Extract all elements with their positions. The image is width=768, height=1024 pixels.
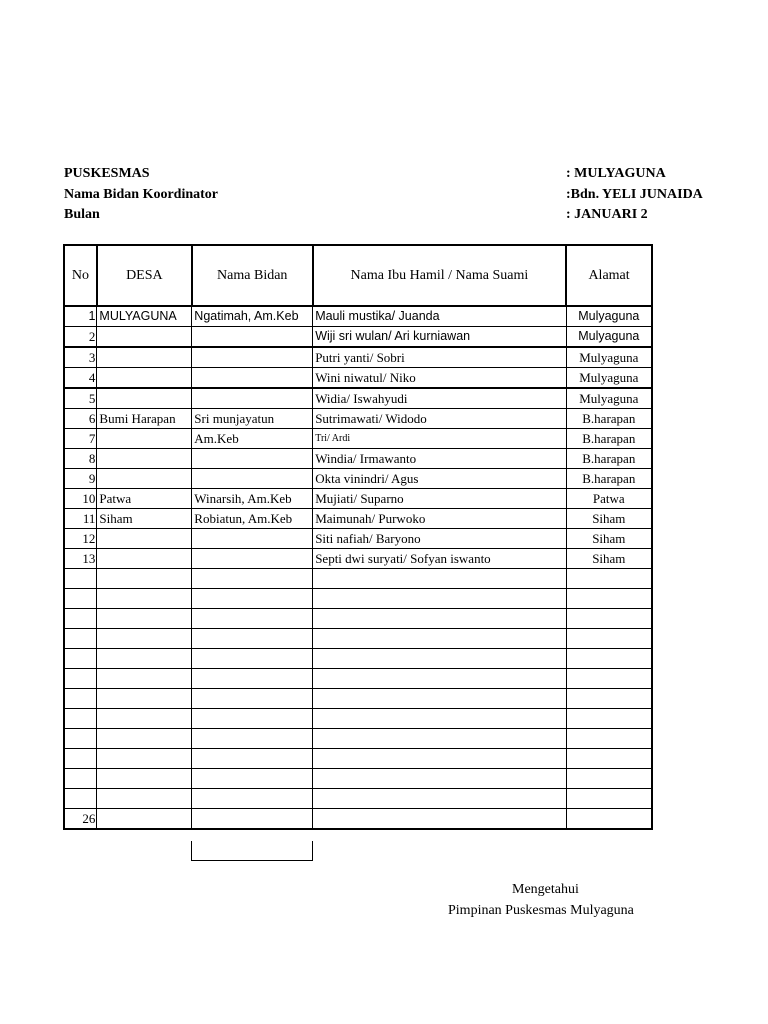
cell-no — [64, 649, 97, 669]
table-row — [64, 409, 652, 429]
cell-no: 13 — [64, 549, 97, 569]
table-row — [64, 347, 652, 368]
pimpinan-label: Pimpinan Puskesmas Mulyaguna — [448, 903, 634, 918]
cell-alamat: Patwa — [566, 489, 652, 509]
cell-alamat — [566, 709, 652, 729]
cell-nama-ibu-suami — [313, 649, 566, 669]
cell-desa — [97, 749, 192, 769]
bulan-value: : JANUARI 2 — [566, 207, 648, 222]
cell-nama-bidan: Ngatimah, Am.Keb — [192, 306, 313, 327]
puskesmas-label: PUSKESMAS — [64, 166, 150, 181]
table-row — [64, 388, 652, 409]
table-row — [64, 449, 652, 469]
cell-nama-bidan — [192, 549, 313, 569]
cell-nama-bidan — [192, 689, 313, 709]
col-header-no: No — [64, 245, 97, 306]
cell-alamat: Mulyaguna — [566, 368, 652, 389]
table-row — [64, 589, 652, 609]
cell-no — [64, 769, 97, 789]
cell-no: 7 — [64, 429, 97, 449]
puskesmas-value: : MULYAGUNA — [566, 166, 666, 181]
cell-alamat — [566, 629, 652, 649]
cell-no: 12 — [64, 529, 97, 549]
cell-nama-bidan: Sri munjayatun — [192, 409, 313, 429]
cell-desa — [97, 469, 192, 489]
cell-nama-bidan — [192, 469, 313, 489]
cell-desa — [97, 629, 192, 649]
cell-no: 5 — [64, 388, 97, 409]
cell-nama-bidan — [192, 368, 313, 389]
table-row — [64, 529, 652, 549]
cell-nama-ibu-suami: Tri/ Ardi — [313, 429, 566, 449]
cell-nama-bidan: Robiatun, Am.Keb — [192, 509, 313, 529]
cell-no: 4 — [64, 368, 97, 389]
cell-nama-bidan — [192, 569, 313, 589]
table-row — [64, 509, 652, 529]
cell-alamat: B.harapan — [566, 429, 652, 449]
cell-nama-ibu-suami: Septi dwi suryati/ Sofyan iswanto — [313, 549, 566, 569]
cell-nama-bidan — [192, 669, 313, 689]
cell-nama-ibu-suami — [313, 609, 566, 629]
cell-no: 9 — [64, 469, 97, 489]
cell-nama-bidan: Am.Keb — [192, 429, 313, 449]
register-table — [63, 244, 653, 830]
table-row — [64, 569, 652, 589]
cell-nama-bidan — [192, 529, 313, 549]
cell-nama-ibu-suami — [313, 689, 566, 709]
table-row — [64, 489, 652, 509]
cell-alamat — [566, 569, 652, 589]
cell-nama-ibu-suami: Putri yanti/ Sobri — [313, 347, 566, 368]
cell-nama-bidan — [192, 629, 313, 649]
cell-no — [64, 729, 97, 749]
cell-desa: Siham — [97, 509, 192, 529]
cell-no — [64, 789, 97, 809]
cell-nama-ibu-suami — [313, 589, 566, 609]
cell-alamat — [566, 769, 652, 789]
cell-nama-ibu-suami: Okta vinindri/ Agus — [313, 469, 566, 489]
cell-nama-ibu-suami: Mauli mustika/ Juanda — [313, 306, 566, 327]
cell-nama-bidan — [192, 609, 313, 629]
table-row — [64, 327, 652, 348]
cell-nama-bidan — [192, 809, 313, 830]
cell-alamat — [566, 729, 652, 749]
col-header-nama-ibu-suami: Nama Ibu Hamil / Nama Suami — [313, 245, 566, 306]
cell-nama-bidan — [192, 449, 313, 469]
cell-alamat — [566, 609, 652, 629]
col-header-desa: DESA — [97, 245, 192, 306]
cell-nama-bidan — [192, 589, 313, 609]
cell-alamat: Mulyaguna — [566, 347, 652, 368]
cell-alamat — [566, 669, 652, 689]
cell-desa — [97, 729, 192, 749]
table-row — [64, 709, 652, 729]
cell-desa: Bumi Harapan — [97, 409, 192, 429]
table-row — [64, 306, 652, 327]
cell-no: 6 — [64, 409, 97, 429]
cell-desa — [97, 368, 192, 389]
cell-desa — [97, 669, 192, 689]
cell-desa — [97, 769, 192, 789]
bulan-label: Bulan — [64, 207, 100, 222]
cell-alamat: Siham — [566, 509, 652, 529]
cell-alamat: Mulyaguna — [566, 388, 652, 409]
table-row — [64, 549, 652, 569]
cell-no — [64, 569, 97, 589]
cell-no: 2 — [64, 327, 97, 348]
table-row — [64, 669, 652, 689]
cell-nama-ibu-suami: Windia/ Irmawanto — [313, 449, 566, 469]
table-row — [64, 368, 652, 389]
bidan-koordinator-value: :Bdn. YELI JUNAIDA — [566, 187, 703, 202]
cell-desa: Patwa — [97, 489, 192, 509]
cell-desa — [97, 689, 192, 709]
table-row — [64, 749, 652, 769]
cell-alamat: Siham — [566, 529, 652, 549]
table-row — [64, 769, 652, 789]
cell-desa — [97, 429, 192, 449]
cell-nama-ibu-suami — [313, 809, 566, 830]
cell-nama-ibu-suami: Sutrimawati/ Widodo — [313, 409, 566, 429]
cell-no: 10 — [64, 489, 97, 509]
cell-desa — [97, 327, 192, 348]
cell-no: 3 — [64, 347, 97, 368]
cell-desa — [97, 609, 192, 629]
cell-no: 11 — [64, 509, 97, 529]
cell-nama-bidan — [192, 327, 313, 348]
cell-nama-ibu-suami: Maimunah/ Purwoko — [313, 509, 566, 529]
cell-no: 8 — [64, 449, 97, 469]
table-row — [64, 469, 652, 489]
cell-nama-bidan — [192, 649, 313, 669]
cell-nama-ibu-suami — [313, 669, 566, 689]
cell-desa — [97, 789, 192, 809]
cell-desa — [97, 709, 192, 729]
cell-alamat: B.harapan — [566, 469, 652, 489]
cell-nama-ibu-suami: Wini niwatul/ Niko — [313, 368, 566, 389]
extra-empty-cell — [191, 841, 313, 861]
cell-nama-ibu-suami — [313, 569, 566, 589]
cell-nama-ibu-suami — [313, 709, 566, 729]
cell-no — [64, 689, 97, 709]
cell-no: 26 — [64, 809, 97, 830]
cell-nama-ibu-suami — [313, 769, 566, 789]
cell-alamat: B.harapan — [566, 409, 652, 429]
cell-nama-bidan — [192, 347, 313, 368]
cell-nama-bidan — [192, 709, 313, 729]
cell-desa — [97, 589, 192, 609]
table-row — [64, 809, 652, 830]
cell-desa: MULYAGUNA — [97, 306, 192, 327]
cell-nama-ibu-suami — [313, 749, 566, 769]
cell-nama-ibu-suami — [313, 789, 566, 809]
cell-alamat: Siham — [566, 549, 652, 569]
cell-nama-bidan — [192, 769, 313, 789]
cell-nama-bidan — [192, 789, 313, 809]
cell-alamat: Mulyaguna — [566, 327, 652, 348]
cell-alamat — [566, 689, 652, 709]
col-header-alamat: Alamat — [566, 245, 652, 306]
cell-nama-bidan — [192, 388, 313, 409]
cell-desa — [97, 347, 192, 368]
cell-alamat: Mulyaguna — [566, 306, 652, 327]
cell-no — [64, 629, 97, 649]
cell-nama-ibu-suami: Widia/ Iswahyudi — [313, 388, 566, 409]
table-header-row — [64, 245, 652, 306]
cell-alamat — [566, 809, 652, 830]
cell-no — [64, 609, 97, 629]
col-header-nama-bidan: Nama Bidan — [192, 245, 313, 306]
cell-desa — [97, 529, 192, 549]
cell-desa — [97, 569, 192, 589]
cell-no — [64, 749, 97, 769]
mengetahui-label: Mengetahui — [512, 882, 579, 897]
bidan-koordinator-label: Nama Bidan Koordinator — [64, 187, 219, 202]
table-row — [64, 429, 652, 449]
cell-alamat — [566, 749, 652, 769]
cell-alamat: B.harapan — [566, 449, 652, 469]
cell-desa — [97, 549, 192, 569]
cell-nama-bidan — [192, 749, 313, 769]
cell-desa — [97, 388, 192, 409]
cell-alamat — [566, 589, 652, 609]
table-row — [64, 789, 652, 809]
cell-nama-ibu-suami — [313, 629, 566, 649]
table-row — [64, 649, 652, 669]
cell-nama-ibu-suami: Siti nafiah/ Baryono — [313, 529, 566, 549]
cell-desa — [97, 649, 192, 669]
table-row — [64, 629, 652, 649]
cell-nama-ibu-suami: Wiji sri wulan/ Ari kurniawan — [313, 327, 566, 348]
cell-desa — [97, 809, 192, 830]
cell-nama-ibu-suami: Mujiati/ Suparno — [313, 489, 566, 509]
table-row — [64, 729, 652, 749]
cell-no — [64, 669, 97, 689]
cell-nama-bidan — [192, 729, 313, 749]
cell-desa — [97, 449, 192, 469]
cell-no — [64, 709, 97, 729]
cell-no: 1 — [64, 306, 97, 327]
table-body — [64, 306, 652, 829]
table-row — [64, 689, 652, 709]
cell-alamat — [566, 649, 652, 669]
cell-alamat — [566, 789, 652, 809]
cell-nama-bidan: Winarsih, Am.Keb — [192, 489, 313, 509]
cell-no — [64, 589, 97, 609]
cell-nama-ibu-suami — [313, 729, 566, 749]
table-row — [64, 609, 652, 629]
